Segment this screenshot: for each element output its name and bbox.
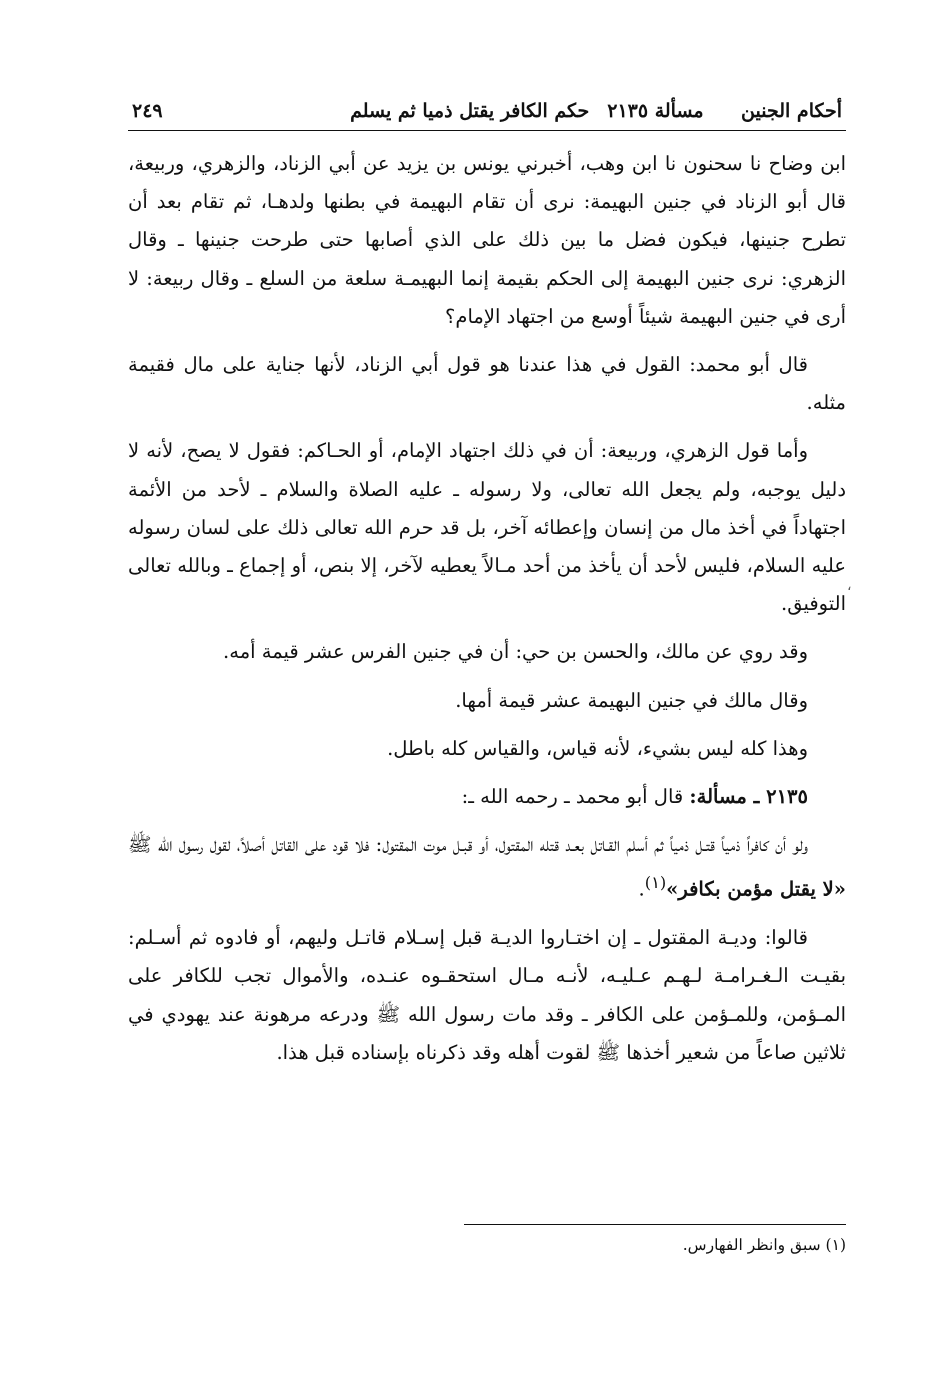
paragraph: وهذا كله ليس بشيء، لأنه قياس، والقياس كله باطل. — [387, 736, 808, 760]
paragraph: وقد روي عن مالك، والحسن بن حي: أن في جنين الفرس عشر قيمة أمه. — [223, 640, 808, 664]
running-header — [128, 100, 846, 131]
page-number: ٢٤٩ — [132, 100, 163, 122]
paragraph: وقال مالك في جنين البهيمة عشر قيمة أمها. — [455, 688, 808, 712]
issue-heading — [128, 778, 846, 816]
hadith-lead: ولو أن كافراً ذمياً قتـل ذمياً ثم أسلم القـاتل بعـد قتله المقتول، أو قبـل موت المقتول: فلا قود على القاتل أصلاً، لقول رسول الله ﷺ — [128, 833, 808, 857]
margin-mark: ، — [847, 578, 852, 594]
hadith-quote: «لا يقتل مؤمن بكافر» — [666, 877, 846, 901]
body-text — [128, 145, 846, 1072]
paragraph: ابن وضاح نا سحنون نا ابن وهب، أخبرني يونس بن يزيد عن أبي الزناد، والزهري، وربيعة، قال أبو الزناد في جنين البهيمة: نرى أن تقام البهيمة في بطنها ولدهـا، ثم تقام بعد أن تطرح جنينها، فيكون فضل ما بين ذلك على الذي أصابها حتى طرحت جنينها ـ وقال الزهري: نرى جنين البهيمة إلى الحكم بقيمة إنما البهيمـة سلعة من السلع ـ وقال ربيعة: لا أرى في جنين البهيمة شيئاً أوسع من اجتهاد الإمام؟ — [128, 152, 846, 328]
paragraph: قال أبو محمد: القول في هذا عندنا هو قول أبي الزناد، لأنها جناية على مال فقيمة مثله. — [128, 353, 846, 415]
paragraph: قالوا: وديـة المقتول ـ إن اختـاروا الديـة قبل إسـلام قاتـل وليهم، أو فادوه ثم أسـلم: بقيـت الـغـرامـة لـهـم عـليـه، لأنـه مـال استحقـوه عنـده، والأموال تجب للكافر على المـؤمن، وللمـؤمن على الكافر ـ وقد مات رسول الله ﷺ ودرعه مرهونة عند يهودي في ثلاثين صاعاً من شعير أخذها ﷺ لقوت أهله وقد ذكرناه بإسناده قبل هذا. — [128, 926, 846, 1064]
issue-number: مسألة ٢١٣٥ — [607, 100, 704, 122]
document-page — [128, 100, 846, 1082]
paragraph-hadith — [128, 826, 846, 909]
hadith-end: . — [638, 877, 645, 901]
book-title: أحكام الجنين — [741, 100, 842, 122]
issue-title: حكم الكافر يقتل ذميا ثم يسلم — [350, 100, 590, 122]
issue-intro: قال أبو محمد ـ رحمه الله ـ: — [461, 785, 684, 809]
paragraph: وأما قول الزهري، وربيعة: أن في ذلك اجتهاد الإمام، أو الحـاكم: فقول لا يصح، لأنه لا دليل يوجبه، ولم يجعل الله تعالى، ولا رسوله ـ عليه الصلاة والسلام ـ لأحد من الأئمة اجتهاداً في أخذ مال من إنسان وإعطائه آخر، بل قد حرم الله تعالى ذلك على لسان رسوله عليه السلام، فليس لأحد أن يأخذ من أحد مـالاً يعطيه لآخر، إلا بنص، أو إجماع ـ وبالله تعالى التوفيق. — [128, 439, 846, 616]
footnote-divider — [464, 1224, 846, 1225]
issue-label: ٢١٣٥ ـ مسألة: — [689, 785, 808, 809]
header-center — [350, 100, 704, 122]
footnote-ref: (١) — [644, 873, 667, 893]
footnote: (١) سبق وانظر الفهارس. — [682, 1236, 846, 1254]
